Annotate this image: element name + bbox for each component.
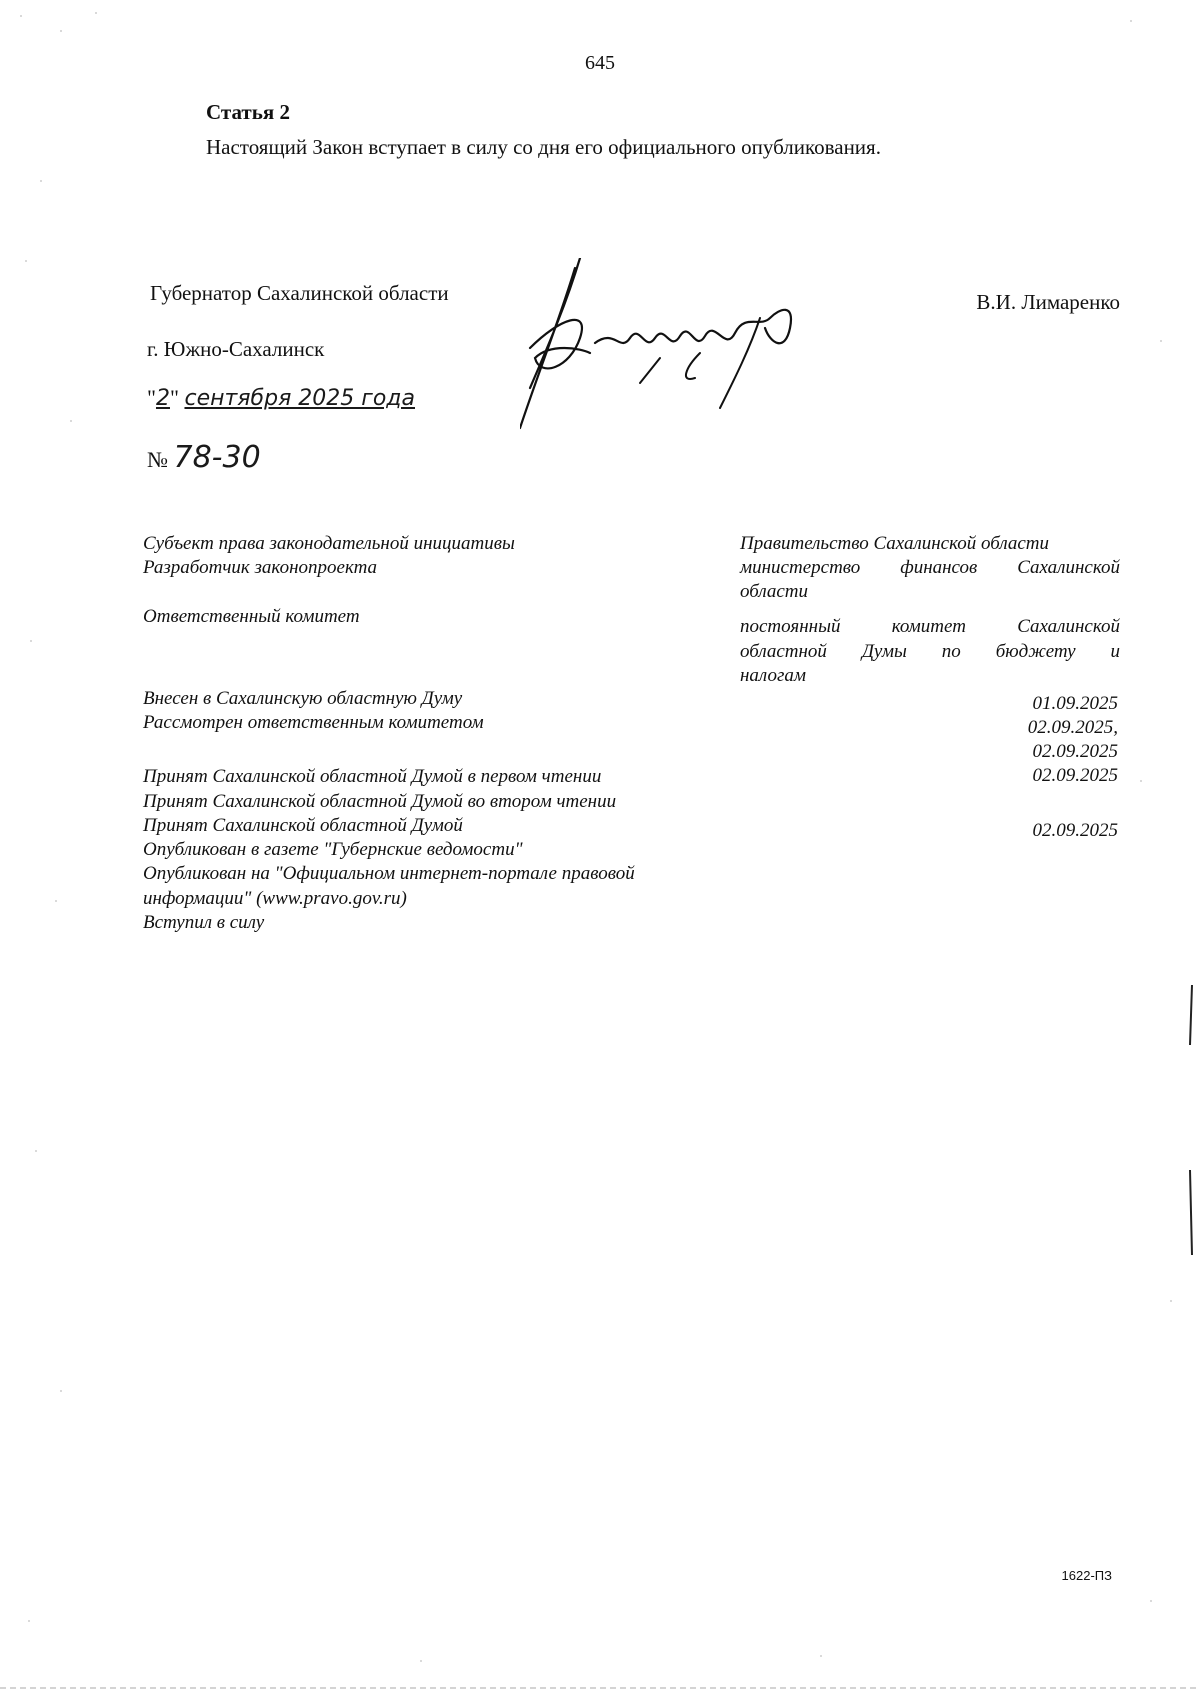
number-prefix: № <box>147 447 168 472</box>
history-label-first-reading: Принят Сахалинской областной Думой в первом чтении <box>143 766 602 787</box>
history-label-adopted: Принят Сахалинской областной Думой <box>143 815 463 836</box>
footer-code: 1622-ПЗ <box>1061 1568 1112 1583</box>
date-quote-close: " <box>169 385 179 410</box>
history-date-adopted: 02.09.2025 <box>1032 820 1118 841</box>
page-number: 645 <box>585 52 615 74</box>
article-title: Статья 2 <box>206 100 290 124</box>
history-date-submitted: 01.09.2025 <box>1032 693 1118 714</box>
date-quote-open: " <box>147 385 156 410</box>
info-value-committee-line-2: областной Думы по бюджету и <box>740 641 1120 662</box>
history-label-submitted: Внесен в Сахалинскую областную Думу <box>143 688 463 709</box>
date-month-year: сентября 2025 года <box>184 386 415 411</box>
history-label-published-portal-1: Опубликован на "Официальном интернет-портале правовой <box>143 863 635 884</box>
info-label-initiator: Субъект права законодательной инициативы <box>143 533 515 554</box>
info-label-committee: Ответственный комитет <box>143 606 360 627</box>
history-label-in-force: Вступил в силу <box>143 912 265 933</box>
law-number <box>147 440 261 475</box>
history-label-published-newspaper: Опубликован в газете "Губернские ведомости" <box>143 839 523 860</box>
signing-date <box>147 385 415 411</box>
history-label-published-portal-2: информации" (www.pravo.gov.ru) <box>143 888 407 909</box>
info-value-developer-line-1: министерство финансов Сахалинской <box>740 557 1120 578</box>
info-value-initiator: Правительство Сахалинской области <box>740 533 1050 554</box>
handwritten-signature <box>520 258 850 443</box>
info-label-developer: Разработчик законопроекта <box>143 557 378 578</box>
info-value-committee-line-1: постоянный комитет Сахалинской <box>740 616 1120 637</box>
history-label-reviewed: Рассмотрен ответственным комитетом <box>143 712 484 733</box>
signing-place: г. Южно-Сахалинск <box>147 337 325 361</box>
date-day: 2 <box>155 386 170 411</box>
history-date-reviewed-1: 02.09.2025, <box>1027 717 1118 738</box>
number-value: 78-30 <box>173 440 261 475</box>
article-text: Настоящий Закон вступает в силу со дня его официального опубликования. <box>206 135 881 159</box>
info-value-committee-line-3: налогам <box>740 665 806 686</box>
signer-name: В.И. Лимаренко <box>976 290 1120 314</box>
history-label-second-reading: Принят Сахалинской областной Думой во втором чтении <box>143 791 617 812</box>
history-date-first-reading: 02.09.2025 <box>1032 765 1118 786</box>
history-date-reviewed-2: 02.09.2025 <box>1032 741 1118 762</box>
signer-position: Губернатор Сахалинской области <box>150 281 449 305</box>
info-value-developer-line-2: области <box>740 581 809 602</box>
